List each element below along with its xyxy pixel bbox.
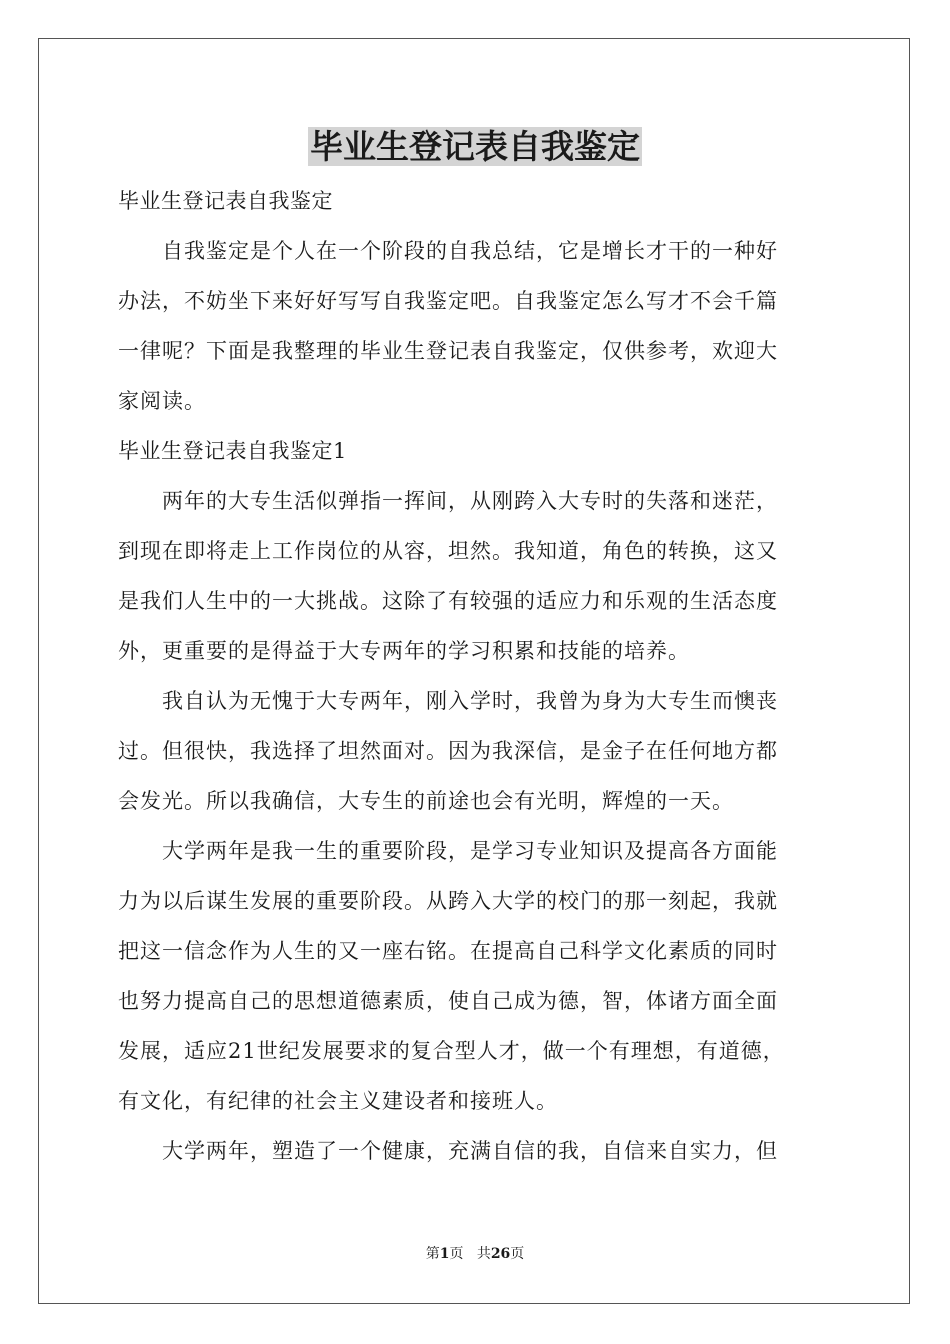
paragraph-line: 自我鉴定是个人在一个阶段的自我总结，它是增长才干的一种好 [118, 239, 778, 263]
paragraph-line: 大学两年是我一生的重要阶段，是学习专业知识及提高各方面能 [118, 839, 778, 863]
intro-paragraph [118, 226, 842, 426]
paragraph-line: 也努力提高自己的思想道德素质，使自己成为德，智，体诸方面全面 [118, 989, 778, 1013]
footer-total-prefix: 共 [476, 1246, 491, 1262]
paragraph-line: 家阅读。 [118, 389, 206, 413]
paragraph-line: 力为以后谋生发展的重要阶段。从跨入大学的校门的那一刻起，我就 [118, 889, 778, 913]
paragraph-line: 把这一信念作为人生的又一座右铭。在提高自己科学文化素质的同时 [118, 939, 778, 963]
paragraph-line: 两年的大专生活似弹指一挥间，从刚跨入大专时的失落和迷茫， [118, 489, 778, 513]
footer-page-suffix: 页 [449, 1246, 464, 1262]
paragraph-line: 办法，不妨坐下来好好写写自我鉴定吧。自我鉴定怎么写才不会千篇 [118, 289, 778, 313]
document-subtitle: 毕业生登记表自我鉴定 [118, 189, 333, 213]
footer-total-suffix: 页 [510, 1246, 525, 1262]
section1-paragraph-3 [118, 826, 842, 1126]
document-title [0, 122, 950, 172]
paragraph-line: 外，更重要的是得益于大专两年的学习积累和技能的培养。 [118, 639, 690, 663]
section-heading: 毕业生登记表自我鉴定1 [118, 439, 347, 463]
paragraph-line: 有文化，有纪律的社会主义建设者和接班人。 [118, 1089, 558, 1113]
paragraph-line: 发展，适应21世纪发展要求的复合型人才，做一个有理想，有道德， [118, 1039, 785, 1063]
paragraph-line: 到现在即将走上工作岗位的从容，坦然。我知道，角色的转换，这又 [118, 539, 778, 563]
paragraph-line: 过。但很快，我选择了坦然面对。因为我深信，是金子在任何地方都 [118, 739, 778, 763]
paragraph-line: 一律呢？下面是我整理的毕业生登记表自我鉴定，仅供参考，欢迎大 [118, 339, 778, 363]
document-title-text: 毕业生登记表自我鉴定 [310, 127, 640, 166]
page-footer [0, 1244, 950, 1264]
paragraph-line: 会发光。所以我确信，大专生的前途也会有光明，辉煌的一天。 [118, 789, 734, 813]
paragraph-line: 是我们人生中的一大挑战。这除了有较强的适应力和乐观的生活态度 [118, 589, 778, 613]
document-body [118, 176, 842, 1176]
section1-paragraph-2 [118, 676, 842, 826]
footer-page-prefix: 第 [425, 1246, 440, 1262]
section1-paragraph-4 [118, 1126, 842, 1176]
section1-paragraph-1 [118, 476, 842, 676]
footer-total-pages: 26 [490, 1246, 511, 1262]
footer-page-number: 1 [439, 1246, 450, 1262]
paragraph-line: 我自认为无愧于大专两年，刚入学时，我曾为身为大专生而懊丧 [118, 689, 778, 713]
paragraph-line: 大学两年，塑造了一个健康，充满自信的我，自信来自实力，但 [118, 1139, 778, 1163]
